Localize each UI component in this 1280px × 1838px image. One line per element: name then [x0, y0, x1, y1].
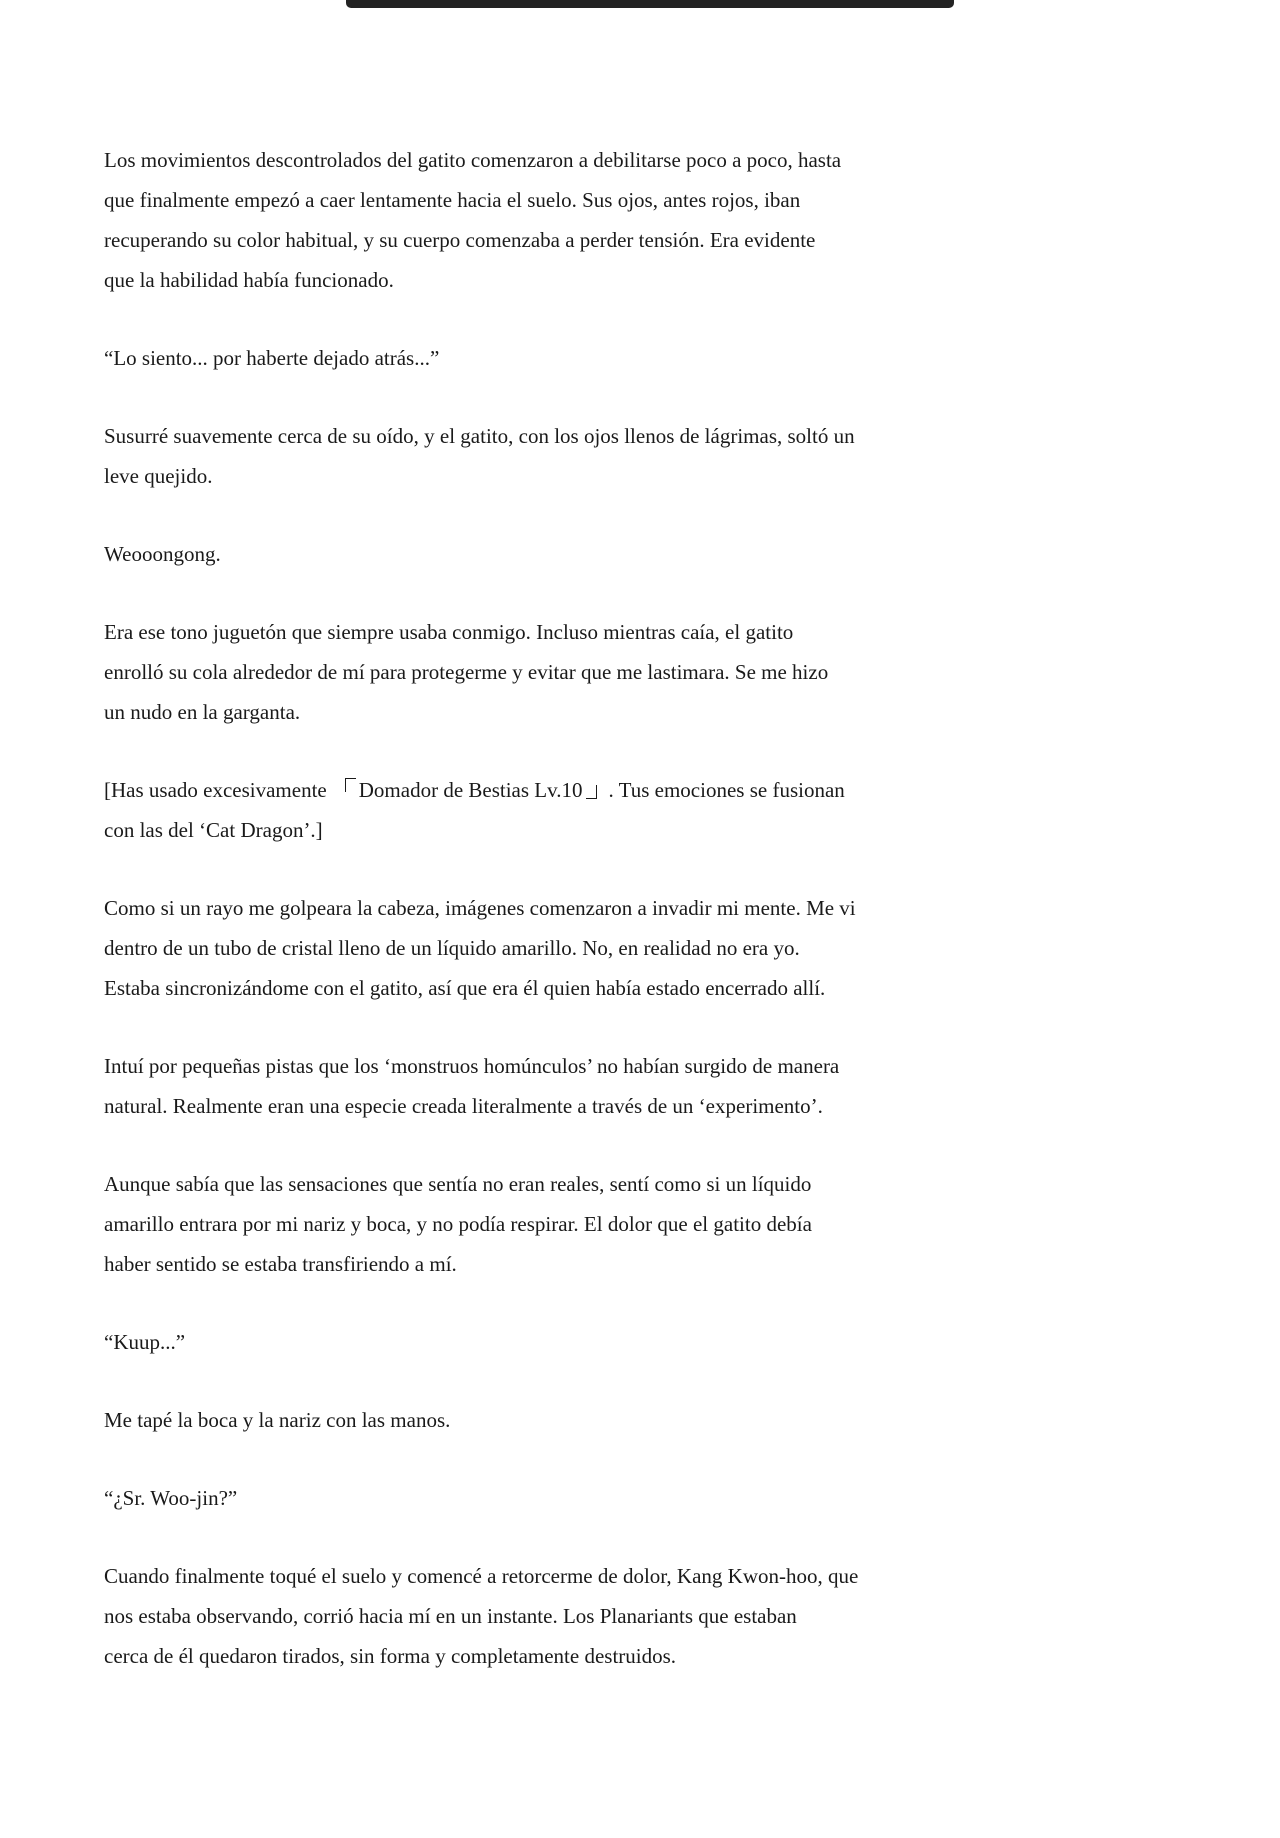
text-line: Me tapé la boca y la nariz con las manos.	[104, 1408, 451, 1432]
top-bar	[346, 0, 954, 8]
system-text-before: [Has usado excesivamente	[104, 778, 327, 802]
text-line: Los movimientos descontrolados del gatito comenzaron a debilitarse poco a poco, hasta	[104, 148, 842, 172]
paragraph	[104, 888, 1024, 1008]
text-line: con las del ‘Cat Dragon’.]	[104, 818, 323, 842]
text-line: dentro de un tubo de cristal lleno de un líquido amarillo. No, en realidad no era yo.	[104, 936, 800, 960]
text-line: que la habilidad había funcionado.	[104, 268, 394, 292]
text-line: Como si un rayo me golpeara la cabeza, imágenes comenzaron a invadir mi mente. Me vi	[104, 896, 856, 920]
text-line: enrolló su cola alrededor de mí para protegerme y evitar que me lastimara. Se me hizo	[104, 660, 829, 684]
text-line: “¿Sr. Woo-jin?”	[104, 1486, 238, 1510]
text-line: natural. Realmente eran una especie creada literalmente a través de un ‘experimento’.	[104, 1094, 823, 1118]
text-line: un nudo en la garganta.	[104, 700, 301, 724]
text-line: Era ese tono juguetón que siempre usaba conmigo. Incluso mientras caía, el gatito	[104, 620, 794, 644]
text-line: haber sentido se estaba transfiriendo a mí.	[104, 1252, 457, 1276]
text-line: recuperando su color habitual, y su cuerpo comenzaba a perder tensión. Era evidente	[104, 228, 816, 252]
paragraph	[104, 1400, 1024, 1440]
text-line: Cuando finalmente toqué el suelo y comencé a retorcerme de dolor, Kang Kwon-hoo, que	[104, 1564, 859, 1588]
text-line: “Kuup...”	[104, 1330, 186, 1354]
corner-bracket-close-icon	[586, 785, 597, 799]
text-line	[104, 770, 1024, 810]
text-line: leve quejido.	[104, 464, 213, 488]
paragraph	[104, 416, 1024, 496]
text-line: que finalmente empezó a caer lentamente hacia el suelo. Sus ojos, antes rojos, iban	[104, 188, 801, 212]
paragraph	[104, 1164, 1024, 1284]
text-line: Intuí por pequeñas pistas que los ‘monstruos homúnculos’ no habían surgido de manera	[104, 1054, 840, 1078]
text-line: “Lo siento... por haberte dejado atrás...”	[104, 346, 440, 370]
dialogue-paragraph	[104, 1478, 1024, 1518]
onomatopoeia-paragraph	[104, 534, 1024, 574]
system-text-after: . Tus emociones se fusionan	[608, 778, 845, 802]
text-line: amarillo entrara por mi nariz y boca, y no podía respirar. El dolor que el gatito debía	[104, 1212, 812, 1236]
text-line: Susurré suavemente cerca de su oído, y el gatito, con los ojos llenos de lágrimas, soltó un	[104, 424, 855, 448]
paragraph	[104, 612, 1024, 732]
corner-bracket-open-icon	[345, 778, 356, 792]
text-line: cerca de él quedaron tirados, sin forma y completamente destruidos.	[104, 1644, 677, 1668]
text-line: nos estaba observando, corrió hacia mí en un instante. Los Planariants que estaban	[104, 1604, 797, 1628]
dialogue-paragraph	[104, 338, 1024, 378]
system-message-paragraph	[104, 770, 1024, 850]
paragraph	[104, 1046, 1024, 1126]
skill-name: Domador de Bestias Lv.10	[358, 778, 583, 802]
paragraph	[104, 1556, 1024, 1676]
text-line: Aunque sabía que las sensaciones que sentía no eran reales, sentí como si un líquido	[104, 1172, 812, 1196]
dialogue-paragraph	[104, 1322, 1024, 1362]
text-line: Estaba sincronizándome con el gatito, así que era él quien había estado encerrado allí.	[104, 976, 826, 1000]
text-line: Weooongong.	[104, 542, 221, 566]
chapter-text	[104, 140, 1024, 1714]
paragraph	[104, 140, 1024, 300]
